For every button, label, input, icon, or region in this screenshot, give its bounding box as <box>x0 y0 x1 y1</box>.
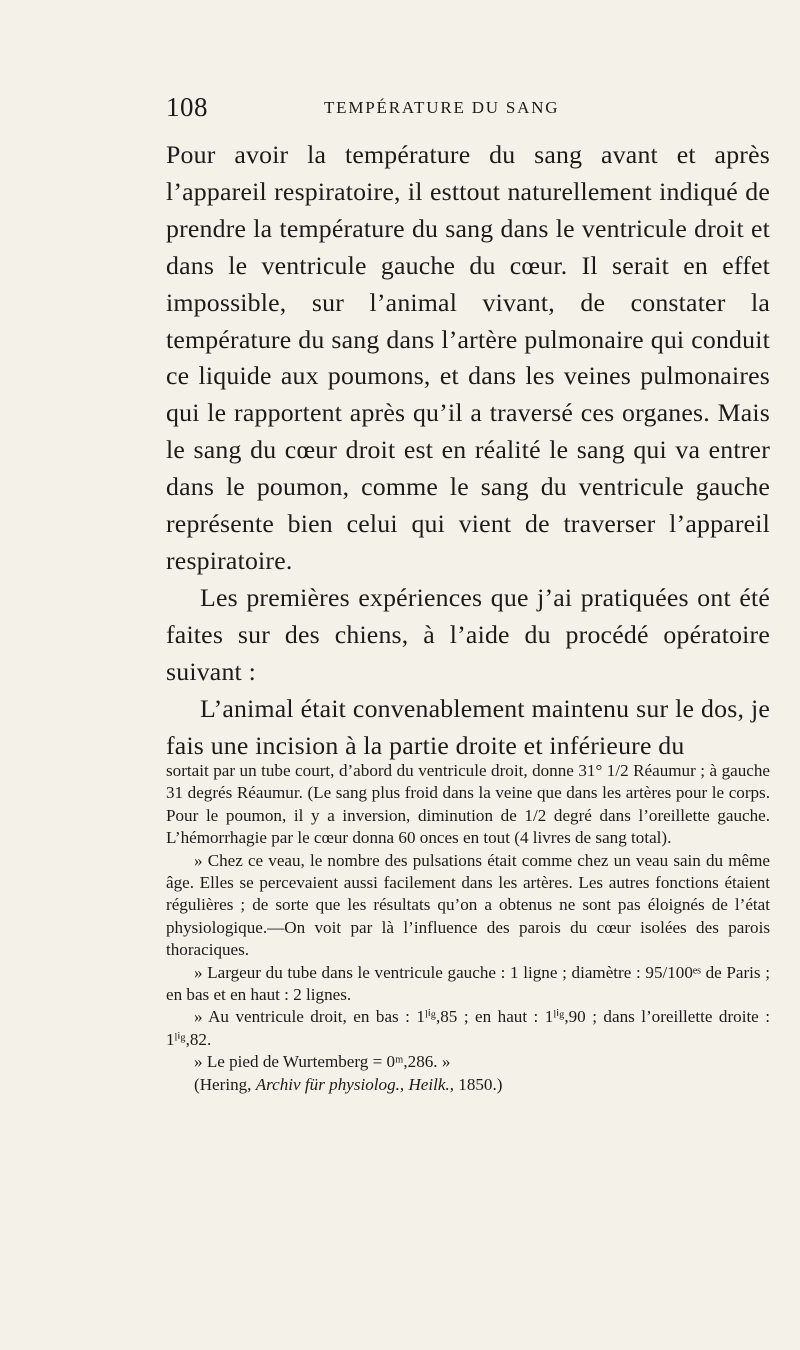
citation-journal: Archiv für physiolog. <box>255 1074 400 1094</box>
citation-open: (Hering, <box>194 1074 256 1094</box>
footnote <box>166 760 770 1096</box>
running-title: TEMPÉRATURE DU SANG <box>324 98 560 117</box>
footnote-para-5: » Le pied de Wurtemberg = 0ᵐ,286. » <box>194 1052 451 1072</box>
footnote-para-1: sortait par un tube court, d’abord du ventricule droit, donne 31° 1/2 Réaumur ; à gauche 31 degrés Réaumur. (Le sang plus froid dans la veine que dans les artères pour le corps. Pour le poumon, il y a inversion, diminution de 1/2 degré dans l’oreillette gauche. L’hémorrhagie par le cœur donna 60 onces en tout (4 livres de sang total). <box>166 761 770 848</box>
footnote-para-2: » Chez ce veau, le nombre des pulsations était comme chez un veau sain du même âge. Elles se percevaient aussi facilement dans les artères. Les autres fonctions étaient régulières ; de sorte que les résultats qu’on a obtenus ne sont pas éloignés de l’état physiologique.—On voit par là l’influence des parois du cœur isolées des parois thoraciques. <box>166 850 770 960</box>
page-number: 108 <box>166 92 208 122</box>
main-text <box>166 137 770 764</box>
citation-sep: , <box>399 1074 409 1094</box>
citation-journal-part: Heilk. <box>408 1074 450 1094</box>
paragraph-3: L’animal était convenablement maintenu sur le dos, je fais une incision à la partie droite et inférieure du <box>166 693 770 760</box>
citation-close: , 1850.) <box>449 1074 503 1094</box>
footnote-para-4: » Au ventricule droit, en bas : 1ˡⁱᵍ,85 ; en haut : 1ˡⁱᵍ,90 ; dans l’oreillette droite : 1ˡⁱᵍ,82. <box>166 1007 770 1049</box>
footnote-para-3: » Largeur du tube dans le ventricule gauche : 1 ligne ; diamètre : 95/100ᵉˢ de Paris ; en bas et en haut : 2 lignes. <box>166 962 770 1005</box>
footnote-citation <box>166 1074 770 1096</box>
paragraph-1: Pour avoir la température du sang avant et après l’appareil respiratoire, il esttout naturellement indiqué de prendre la température du sang dans le ventricule droit et dans le ventricule gauche du cœur. Il serait en effet impossible, sur l’animal vivant, de constater la température du sang dans l’artère pulmonaire qui conduit ce liquide aux poumons, et dans les veines pulmonaires qui le rapportent après qu’il a traversé ces organes. Mais le sang du cœur droit est en réalité le sang qui va entrer dans le poumon, comme le sang du ventricule gauche représente bien celui qui vient de traverser l’appareil respiratoire. <box>166 140 770 575</box>
running-head <box>166 92 666 126</box>
paragraph-2: Les premières expériences que j’ai pratiquées ont été faites sur des chiens, à l’aide du procédé opératoire suivant : <box>166 582 770 686</box>
